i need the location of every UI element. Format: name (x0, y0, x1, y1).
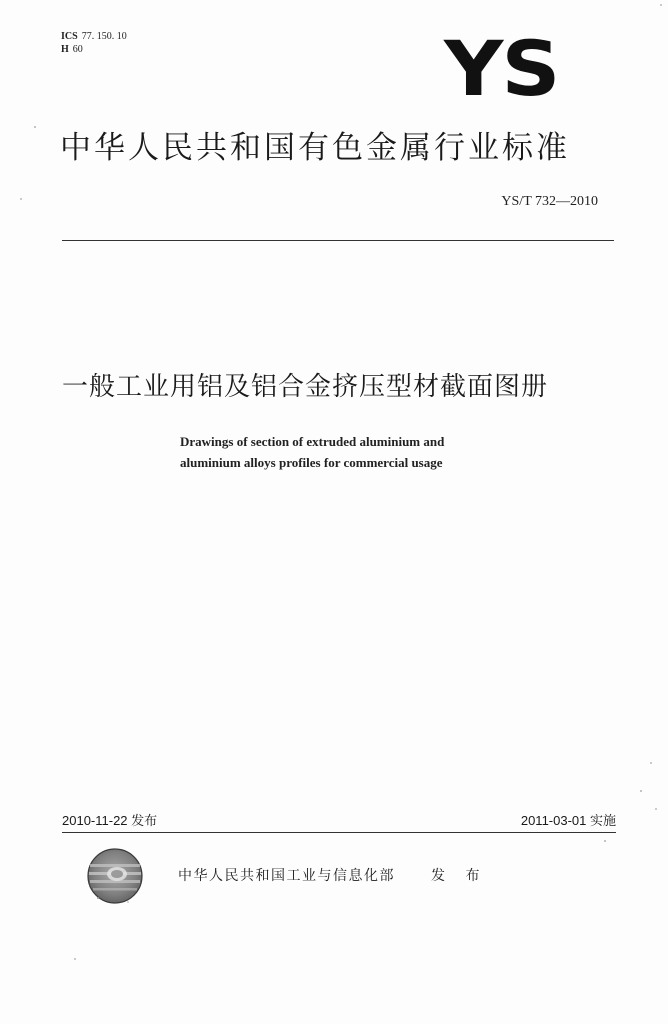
issue-date: 2010-11-22 发布 (62, 813, 158, 828)
scan-speck (660, 4, 662, 6)
footer-divider (62, 832, 616, 833)
ys-logo: YS (444, 25, 559, 114)
ics-label: ICS (61, 31, 78, 42)
scan-speck (650, 762, 652, 764)
document-title-english (180, 431, 600, 473)
publisher-name: 中华人民共和国工业与信息化部 (178, 868, 395, 884)
ics-code-line (61, 30, 127, 43)
scan-speck (655, 808, 657, 810)
implementation-date: 2011-03-01 实施 (520, 813, 616, 828)
industry-standard-title: 中华人民共和国有色金属行业标准 (60, 130, 570, 166)
document-title-chinese: 一般工业用铝及铝合金挤压型材截面图册 (62, 372, 549, 402)
scan-speck (74, 958, 76, 960)
publisher-line (178, 865, 487, 885)
standard-number: YS/T 732—2010 (501, 194, 598, 209)
ministry-seal-icon (84, 846, 146, 908)
scan-speck (604, 840, 606, 842)
scan-speck (34, 126, 36, 128)
header-divider (62, 240, 614, 241)
ics-code: 77. 150. 10 (81, 31, 127, 42)
ccs-code: 60 (72, 44, 83, 55)
english-title-line-1: Drawings of section of extruded aluminium and (180, 434, 445, 449)
scan-speck (20, 198, 22, 200)
ccs-label: H (61, 44, 69, 55)
classification-codes (61, 30, 127, 56)
ccs-code-line (61, 43, 127, 56)
publish-label: 发 布 (431, 868, 488, 884)
english-title-line-2: aluminium alloys profiles for commercial usage (180, 455, 443, 470)
scan-speck (640, 790, 642, 792)
